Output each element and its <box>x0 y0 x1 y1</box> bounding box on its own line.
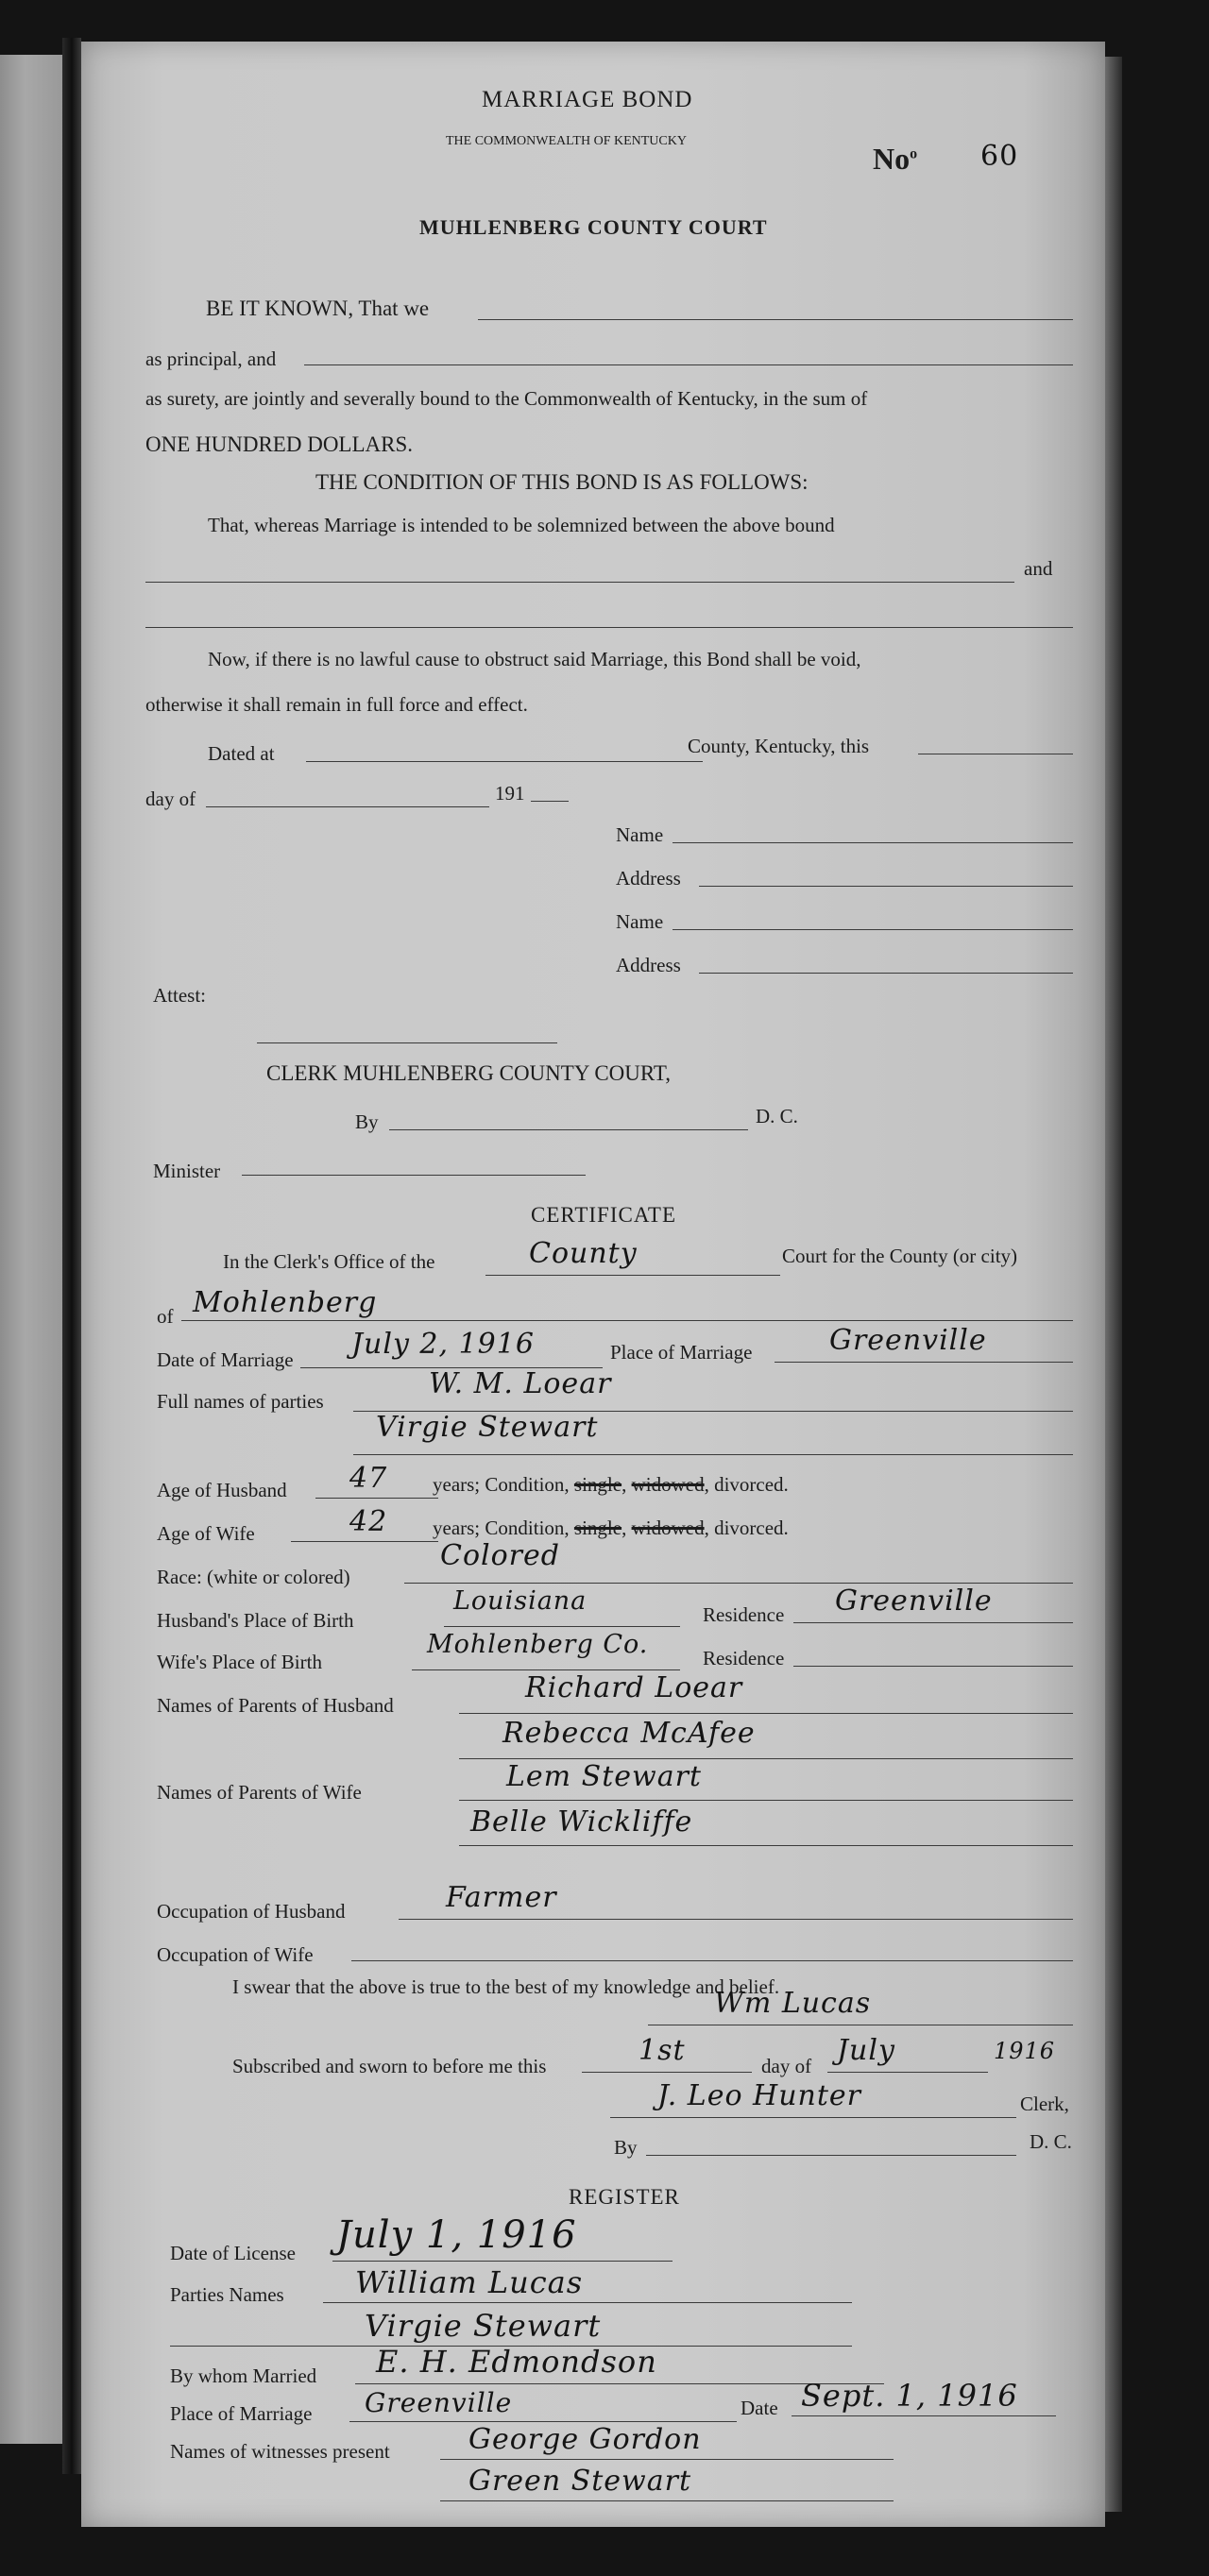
register-date-label: Date <box>741 2397 778 2419</box>
by-whom-married-value: E. H. Edmondson <box>376 2344 657 2380</box>
of-value: Mohlenberg <box>193 1286 378 1319</box>
husband-residence-label: Residence <box>703 1603 785 1626</box>
by-whom-married-label: By whom Married <box>170 2364 317 2387</box>
wife-birth-label: Wife's Place of Birth <box>157 1651 322 1673</box>
subscribed-month-line <box>827 2072 988 2073</box>
name-label-2: Name <box>616 910 664 933</box>
clerk-signature: J. Leo Hunter <box>657 2079 861 2112</box>
day-of-label-cert: day of <box>761 2055 812 2077</box>
parties-names-line-1 <box>323 2302 852 2303</box>
bound-parties-line-1 <box>145 582 1014 583</box>
by-label-bond: By <box>355 1110 379 1133</box>
age-husband-label: Age of Husband <box>157 1479 287 1501</box>
parties-names-label: Parties Names <box>170 2283 284 2306</box>
applicant-signature: Wm Lucas <box>714 1987 872 2020</box>
register-place-value: Greenville <box>365 2387 513 2418</box>
minister-label: Minister <box>153 1160 221 1182</box>
swear-text: I swear that the above is true to the best of my knowledge and belief. <box>232 1975 780 1998</box>
bond-number-label: No$^o$ <box>873 142 918 176</box>
day-of-line <box>206 806 489 807</box>
whereas-text: That, whereas Marriage is intended to be solemnized between the above bound <box>208 514 835 536</box>
place-of-marriage-line <box>775 1362 1073 1363</box>
dc-label-bond: D. C. <box>756 1105 798 1127</box>
amount-text: ONE HUNDRED DOLLARS. <box>145 432 414 456</box>
dc-label-cert: D. C. <box>1030 2130 1072 2153</box>
document-title: MARRIAGE BOND <box>482 87 693 112</box>
and-text: and <box>1024 557 1053 580</box>
place-of-marriage-value: Greenville <box>829 1324 987 1357</box>
principal-text: as principal, and <box>145 347 277 370</box>
occupation-husband-label: Occupation of Husband <box>157 1900 346 1923</box>
by-line-cert <box>646 2155 1016 2156</box>
clerk-office-line <box>485 1275 780 1276</box>
name-line-2 <box>673 929 1073 930</box>
address-line-2 <box>699 973 1073 974</box>
witnesses-label: Names of witnesses present <box>170 2440 390 2463</box>
register-party-1-value: William Lucas <box>355 2264 584 2300</box>
full-names-label: Full names of parties <box>157 1390 324 1413</box>
book-gutter <box>62 38 81 2474</box>
subscribed-day-value: 1st <box>639 2034 686 2067</box>
register-place-line <box>349 2421 737 2422</box>
race-label: Race: (white or colored) <box>157 1566 350 1588</box>
year-line <box>531 801 569 802</box>
parents-husband-label: Names of Parents of Husband <box>157 1694 394 1717</box>
party-2-value: Virgie Stewart <box>376 1411 599 1444</box>
bond-number-value: 60 <box>980 140 1019 173</box>
wife-residence-line <box>793 1666 1073 1667</box>
witnesses-line-1 <box>440 2459 894 2460</box>
wife-birth-value: Mohlenberg Co. <box>427 1630 649 1659</box>
dated-at-label: Dated at <box>208 742 275 765</box>
single-struck: single <box>573 1473 622 1496</box>
by-line-bond <box>389 1129 748 1130</box>
day-of-label: day of <box>145 788 196 810</box>
clerk-label: Clerk, <box>1020 2093 1069 2115</box>
county-kentucky-text: County, Kentucky, this <box>688 735 870 757</box>
register-date-line <box>792 2415 1056 2416</box>
subscribed-text: Subscribed and sworn to before me this <box>232 2055 547 2077</box>
address-line-1 <box>699 886 1073 887</box>
parents-husband-2-value: Rebecca McAfee <box>502 1717 756 1750</box>
occupation-husband-value: Farmer <box>446 1881 557 1914</box>
parents-wife-line-1 <box>459 1800 1073 1801</box>
condition-heading: THE CONDITION OF THIS BOND IS AS FOLLOWS: <box>315 470 809 494</box>
parents-wife-2-value: Belle Wickliffe <box>470 1805 693 1839</box>
register-heading: REGISTER <box>569 2185 680 2209</box>
husband-residence-line <box>793 1622 1073 1623</box>
register-place-label: Place of Marriage <box>170 2402 313 2425</box>
be-it-known-text: BE IT KNOWN, That we <box>206 297 430 320</box>
clerk-office-value: County <box>529 1237 638 1270</box>
name-label-1: Name <box>616 823 664 846</box>
age-husband-value: 47 <box>349 1462 388 1495</box>
now-if-text: Now, if there is no lawful cause to obstruct said Marriage, this Bond shall be void, <box>208 648 861 670</box>
register-date-value: Sept. 1, 1916 <box>801 2378 1018 2414</box>
age-wife-line <box>291 1541 438 1542</box>
wife-residence-label: Residence <box>703 1647 785 1669</box>
widowed-struck: widowed <box>631 1473 705 1496</box>
name-line-1 <box>673 842 1073 843</box>
principal-names-line <box>478 319 1073 320</box>
of-label: of <box>157 1305 174 1328</box>
age-wife-condition: years; Condition, single, widowed, divorced. <box>433 1517 789 1539</box>
husband-birth-value: Louisiana <box>453 1586 587 1616</box>
adjacent-page-edge <box>0 55 62 2444</box>
year-prefix: 191 <box>495 782 525 805</box>
clerk-signature-line <box>610 2117 1016 2118</box>
date-of-license-label: Date of License <box>170 2242 296 2264</box>
parents-husband-1-value: Richard Loear <box>525 1671 743 1704</box>
dated-at-line <box>306 761 703 762</box>
age-wife-label: Age of Wife <box>157 1522 255 1545</box>
parents-wife-label: Names of Parents of Wife <box>157 1781 362 1804</box>
otherwise-text: otherwise it shall remain in full force and effect. <box>145 693 528 716</box>
occupation-wife-label: Occupation of Wife <box>157 1943 314 1966</box>
parents-wife-line-2 <box>459 1845 1073 1846</box>
register-party-2-value: Virgie Stewart <box>365 2308 602 2344</box>
surety-text: as surety, are jointly and severally bound to the Commonwealth of Kentucky, in the sum of <box>145 387 868 410</box>
parents-husband-line-2 <box>459 1758 1073 1759</box>
clerk-court-text: CLERK MUHLENBERG COUNTY COURT, <box>266 1061 671 1085</box>
date-of-marriage-value: July 2, 1916 <box>351 1328 535 1361</box>
parents-husband-line-1 <box>459 1713 1073 1714</box>
surety-line <box>304 364 1073 365</box>
widowed-struck-wife: widowed <box>631 1517 705 1539</box>
witness-1-value: George Gordon <box>468 2423 702 2456</box>
address-label-1: Address <box>616 867 681 890</box>
court-heading: MUHLENBERG COUNTY COURT <box>419 215 768 239</box>
party-1-value: W. M. Loear <box>429 1367 612 1400</box>
date-of-license-line <box>332 2261 673 2262</box>
subscribed-year-value: 1916 <box>994 2038 1056 2064</box>
wife-birth-line <box>412 1669 680 1670</box>
date-of-marriage-label: Date of Marriage <box>157 1348 294 1371</box>
husband-birth-line <box>444 1626 680 1627</box>
race-value: Colored <box>440 1539 560 1572</box>
by-label-cert: By <box>614 2136 638 2159</box>
place-of-marriage-label: Place of Marriage <box>610 1341 753 1364</box>
parents-wife-1-value: Lem Stewart <box>506 1760 702 1793</box>
race-line <box>404 1583 1073 1584</box>
full-names-line-2 <box>353 1454 1073 1455</box>
occupation-husband-line <box>399 1919 1073 1920</box>
age-wife-value: 42 <box>349 1505 388 1538</box>
subscribed-day-line <box>582 2072 752 2073</box>
attest-line <box>257 1042 557 1043</box>
minister-line <box>242 1175 586 1176</box>
certificate-heading: CERTIFICATE <box>531 1203 677 1227</box>
address-label-2: Address <box>616 954 681 976</box>
of-line <box>181 1320 1073 1321</box>
bound-parties-line-2 <box>145 627 1073 628</box>
husband-birth-label: Husband's Place of Birth <box>157 1609 354 1632</box>
marriage-bond-document <box>81 42 1105 2527</box>
page-shadow-edge <box>1105 57 1122 2512</box>
court-for-text: Court for the County (or city) <box>782 1245 1018 1267</box>
age-husband-line <box>315 1498 438 1499</box>
occupation-wife-line <box>351 1960 1073 1961</box>
subscribed-month-value: July <box>837 2034 895 2067</box>
single-struck-wife: single <box>573 1517 622 1539</box>
husband-residence-value: Greenville <box>835 1585 993 1618</box>
age-husband-condition: years; Condition, single, widowed, divorced. <box>433 1473 789 1496</box>
witness-2-value: Green Stewart <box>468 2465 691 2498</box>
date-of-license-value: July 1, 1916 <box>336 2213 577 2257</box>
document-subtitle: THE COMMONWEALTH OF KENTUCKY <box>446 134 687 148</box>
attest-label: Attest: <box>153 984 206 1007</box>
witnesses-line-2 <box>440 2500 894 2501</box>
clerk-office-text: In the Clerk's Office of the <box>223 1250 435 1273</box>
